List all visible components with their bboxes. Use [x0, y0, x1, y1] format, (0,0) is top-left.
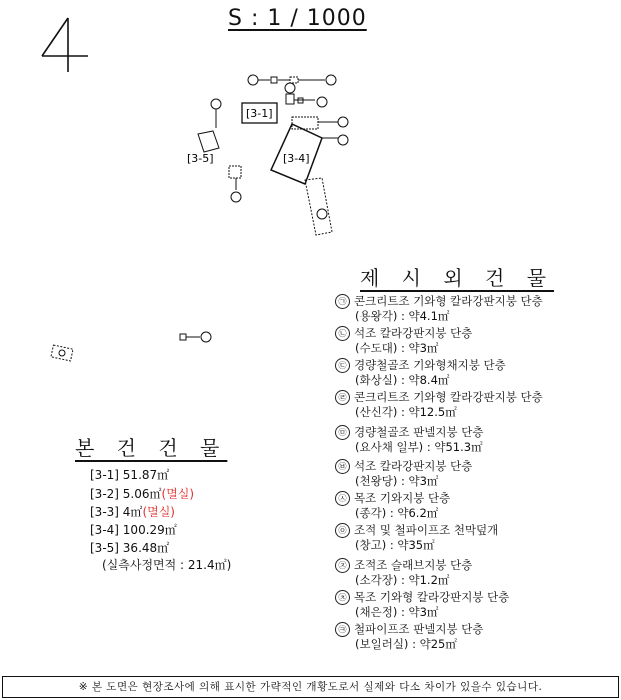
marker-icon: ㉥ — [335, 459, 350, 474]
marker-icon: ㉠ — [335, 294, 350, 309]
marker-icon: ㉤ — [335, 425, 350, 440]
main-building-row: [3-5] 36.48㎡ — [90, 541, 170, 555]
excluded-buildings-title: 제 시 외 건 물 — [360, 266, 555, 290]
main-building-row: [3-3] 4㎡(멸실) — [90, 505, 175, 519]
excluded-item-6: ㉥ 석조 칼라강판지붕 단층 (천왕당) : 약3㎡ — [335, 459, 472, 489]
site-plan-drawing — [0, 0, 621, 260]
marker-icon: ㉡ — [335, 326, 350, 341]
excluded-item-9: ㉨ 조적조 슬래브지붕 단층 (소각장) : 약1.2㎡ — [335, 558, 472, 588]
building-3-1-label: [3-1] — [246, 107, 273, 120]
survey-area-note: (실측사정면적 : 21.4㎡) — [102, 558, 232, 572]
excluded-item-2: ㉡ 석조 칼라강판지붕 단층 (수도대) : 약3㎡ — [335, 326, 472, 356]
excluded-item-1: ㉠ 콘크리트조 기와형 칼라강판지붕 단층 (용왕각) : 약4.1㎡ — [335, 294, 543, 324]
scale-label: S : 1 / 1000 — [228, 6, 367, 31]
marker-icon: ㉪ — [335, 622, 350, 637]
marker-circle-icon — [248, 75, 258, 85]
excluded-item-8: ㉧ 조적 및 철파이프조 천막덮개 (창고) : 약35㎡ — [335, 523, 498, 553]
marker-icon: ㉩ — [335, 590, 350, 605]
excluded-item-3: ㉢ 경량철골조 기와형채지붕 단층 (화상실) : 약8.4㎡ — [335, 358, 506, 388]
marker-icon: ㉦ — [335, 491, 350, 506]
building-3-5-label: [3-5] — [187, 152, 214, 165]
main-building-row: [3-4] 100.29㎡ — [90, 523, 177, 537]
excluded-item-11: ㉪ 철파이프조 판넬지붕 단층 (보일러실) : 약25㎡ — [335, 622, 484, 652]
excluded-item-5: ㉤ 경량철골조 판넬지붕 단층 (요사채 일부) : 약51.3㎡ — [335, 425, 484, 455]
west-plan-detail — [40, 320, 230, 370]
excluded-item-7: ㉦ 목조 기와지붕 단층 (종각) : 약6.2㎡ — [335, 491, 450, 521]
marker-icon: ㉨ — [335, 558, 350, 573]
marker-icon: ㉢ — [335, 358, 350, 373]
excluded-item-4: ㉣ 콘크리트조 기와형 칼라강판지붕 단층 (산신각) : 약12.5㎡ — [335, 390, 543, 420]
marker-icon: ㉧ — [335, 523, 350, 538]
main-buildings-title: 본 건 건 물 — [75, 436, 228, 460]
building-3-4-label: [3-4] — [283, 152, 310, 165]
main-building-row: [3-1] 51.87㎡ — [90, 468, 170, 482]
north-arrow-icon — [42, 18, 88, 72]
marker-icon: ㉣ — [335, 390, 350, 405]
excluded-item-10: ㉩ 목조 기와형 칼라강판지붕 단층 (채은정) : 약3㎡ — [335, 590, 509, 620]
main-building-row: [3-2] 5.06㎡(멸실) — [90, 487, 195, 501]
footer-disclaimer: ※ 본 도면은 현장조사에 의해 표시한 가략적인 개황도로서 실제와 다소 차이가 있을수 있습니다. — [2, 676, 619, 698]
